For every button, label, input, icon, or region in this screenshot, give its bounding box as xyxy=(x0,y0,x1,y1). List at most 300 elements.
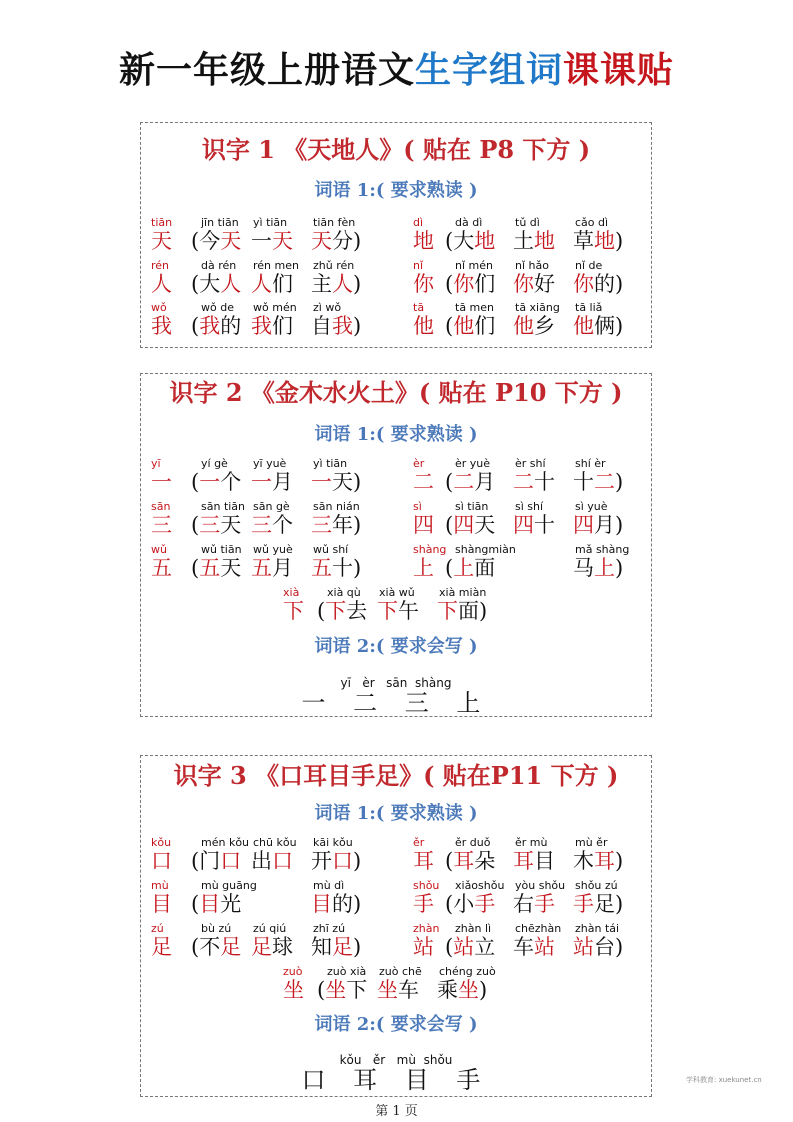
word xyxy=(311,891,361,917)
word-part: 出 xyxy=(251,849,272,873)
word-glyph: ) xyxy=(615,935,624,959)
word-pinyin: mǎ shàng xyxy=(575,543,630,556)
word-pinyin: ěr duǒ xyxy=(455,836,491,849)
word xyxy=(573,891,623,917)
word xyxy=(513,469,555,495)
word-part: 三 xyxy=(311,513,332,537)
word-pinyin: yī yuè xyxy=(253,457,287,470)
word-part: 月 xyxy=(272,470,293,494)
word-part xyxy=(445,272,474,296)
word-part: 下 xyxy=(437,599,458,623)
word-glyph: 足 xyxy=(332,935,353,959)
word-part: 十 xyxy=(534,513,555,537)
word-glyph: 今 xyxy=(199,229,221,253)
head-character: 手 xyxy=(413,892,434,916)
word-part xyxy=(445,935,474,959)
word xyxy=(513,271,555,297)
word-part xyxy=(317,978,346,1002)
word-part: 人 xyxy=(220,272,242,296)
word-part: 四 xyxy=(573,513,594,537)
word-part: 天 xyxy=(220,556,242,580)
section-heading: 识字 2 《金木水火土》( 贴在 P10 下方 ) xyxy=(169,378,623,407)
word-glyph: 天 xyxy=(332,470,353,494)
word-glyph: ( xyxy=(191,513,200,537)
word-pinyin: zuò chē xyxy=(379,965,422,978)
word-pinyin: xià qù xyxy=(327,586,361,599)
word-part: 们 xyxy=(272,272,293,296)
word-part: 立 xyxy=(474,935,496,959)
head-character: 四 xyxy=(413,513,434,537)
word-pinyin: sì shí xyxy=(515,500,544,513)
word-pinyin: sān tiān xyxy=(201,500,246,513)
title-part-2: 生字组词 xyxy=(414,49,563,91)
word-part xyxy=(458,599,487,623)
head-pinyin: kǒu xyxy=(151,836,172,849)
word-pinyin: sì tiān xyxy=(455,500,489,513)
head-pinyin: yī xyxy=(151,457,161,470)
word-pinyin: yí gè xyxy=(201,457,228,470)
head-character: 二 xyxy=(413,470,434,494)
word xyxy=(191,512,241,538)
word-pinyin: wǔ yuè xyxy=(253,543,293,556)
word-glyph: ) xyxy=(615,849,624,873)
word-part: 地 xyxy=(474,229,496,253)
word-part: 朵 xyxy=(474,849,496,873)
word xyxy=(191,313,241,339)
word-part: 一 xyxy=(311,470,332,494)
word-pinyin: kāi kǒu xyxy=(313,836,353,849)
word-glyph: 站 xyxy=(453,935,475,959)
word-pinyin: sān nián xyxy=(313,500,360,513)
word xyxy=(573,512,623,538)
word-glyph: ) xyxy=(353,229,362,253)
word-part: 们 xyxy=(272,314,293,338)
word-part xyxy=(191,935,220,959)
word-pinyin: zhǔ rén xyxy=(313,259,355,272)
word-glyph: 的 xyxy=(594,272,615,296)
head-character: 三 xyxy=(151,513,172,537)
word-glyph: ( xyxy=(445,272,454,296)
word-part xyxy=(594,513,623,537)
word xyxy=(437,598,487,624)
word-pinyin: cǎo dì xyxy=(575,216,609,229)
word-part: 天 xyxy=(474,513,496,537)
word-part: 乡 xyxy=(534,314,555,338)
word-glyph: 小 xyxy=(453,892,475,916)
word xyxy=(251,228,293,254)
word-pinyin: wǒ de xyxy=(201,301,234,314)
word xyxy=(573,934,623,960)
word-part: 右 xyxy=(513,892,534,916)
word-part: 天 xyxy=(272,229,293,253)
word xyxy=(445,313,495,339)
word-glyph: 五 xyxy=(199,556,221,580)
word xyxy=(311,555,361,581)
head-pinyin: shǒu xyxy=(413,879,440,892)
word xyxy=(513,313,555,339)
head-pinyin: wǒ xyxy=(151,301,167,314)
word-pinyin: tā xiāng xyxy=(515,301,560,314)
word xyxy=(437,977,487,1003)
word xyxy=(317,598,367,624)
word-pinyin: rén men xyxy=(253,259,299,272)
word-glyph: 他 xyxy=(453,314,475,338)
word-part xyxy=(191,556,220,580)
word-pinyin: zuò xià xyxy=(327,965,367,978)
word-pinyin: èr shí xyxy=(515,457,546,470)
word xyxy=(311,469,361,495)
word-part: 的 xyxy=(220,314,242,338)
word-glyph: ( xyxy=(445,229,454,253)
word xyxy=(445,934,495,960)
head-pinyin: nǐ xyxy=(413,259,424,272)
word-glyph: ( xyxy=(191,556,200,580)
word-part: 乘 xyxy=(437,978,458,1002)
word xyxy=(573,313,623,339)
head-character: 地 xyxy=(413,229,434,253)
word-part xyxy=(445,556,474,580)
word-part: 十 xyxy=(573,470,594,494)
word-part: 去 xyxy=(346,599,368,623)
word-part xyxy=(332,935,361,959)
word xyxy=(513,934,555,960)
word-part: 车 xyxy=(398,978,419,1002)
word-glyph: 目 xyxy=(199,892,221,916)
head-character: 他 xyxy=(413,314,434,338)
word xyxy=(513,512,555,538)
word-part xyxy=(332,513,361,537)
word-pinyin: tā men xyxy=(455,301,495,314)
word-glyph: 上 xyxy=(594,556,615,580)
head-pinyin: zú xyxy=(151,922,164,935)
word-glyph: ) xyxy=(615,892,624,916)
word-part xyxy=(332,272,361,296)
word-part xyxy=(191,470,220,494)
word xyxy=(311,228,361,254)
word-part xyxy=(317,599,346,623)
word-part xyxy=(332,556,361,580)
word-glyph: ( xyxy=(191,935,200,959)
word-part: 午 xyxy=(398,599,419,623)
word-pinyin: nǐ de xyxy=(575,259,603,272)
head-pinyin: rén xyxy=(151,259,170,272)
head-pinyin: wǔ xyxy=(151,543,167,556)
word-pinyin: chēzhàn xyxy=(515,922,562,935)
page-title xyxy=(0,42,793,98)
word-part: 月 xyxy=(474,470,496,494)
word-part xyxy=(445,849,474,873)
word-part xyxy=(594,849,623,873)
word-part: 足 xyxy=(220,935,242,959)
word-pinyin: bù zú xyxy=(201,922,232,935)
word-glyph: ( xyxy=(191,229,200,253)
word-part: 天 xyxy=(311,229,332,253)
word-glyph: 不 xyxy=(199,935,221,959)
word-pinyin: tiān fèn xyxy=(313,216,356,229)
head-pinyin: shàng xyxy=(413,543,447,556)
word-glyph: ( xyxy=(191,470,200,494)
word-pinyin: zì wǒ xyxy=(313,301,342,314)
word xyxy=(513,228,555,254)
word-pinyin: xiǎoshǒu xyxy=(455,879,505,892)
word-part: 开 xyxy=(311,849,332,873)
watermark: 学科教育: xuekunet.cn xyxy=(686,1076,762,1084)
word-pinyin: èr yuè xyxy=(455,457,491,470)
word-part xyxy=(594,892,623,916)
word-glyph: ) xyxy=(615,314,624,338)
word-glyph: 我 xyxy=(199,314,221,338)
word xyxy=(251,313,293,339)
word-glyph: ( xyxy=(191,314,200,338)
word-part: 他 xyxy=(573,314,594,338)
word-part: 目 xyxy=(311,892,332,916)
word-pinyin: shàngmiàn xyxy=(455,543,516,556)
word-pinyin: yì tiān xyxy=(313,457,348,470)
section-heading: 识字 1 《天地人》( 贴在 P8 下方 ) xyxy=(201,135,591,164)
head-character: 一 xyxy=(151,470,172,494)
word-part xyxy=(445,314,474,338)
word-pinyin: yì tiān xyxy=(253,216,288,229)
word xyxy=(251,555,293,581)
word xyxy=(251,469,293,495)
word-part: 地 xyxy=(534,229,555,253)
word-glyph: ) xyxy=(479,978,488,1002)
word-glyph: ) xyxy=(615,272,624,296)
word-part: 足 xyxy=(251,935,272,959)
head-pinyin: dì xyxy=(413,216,424,229)
word xyxy=(311,313,361,339)
word-part xyxy=(191,272,220,296)
word-glyph: ) xyxy=(353,556,362,580)
word-part xyxy=(594,314,623,338)
word-pinyin: mù dì xyxy=(313,879,345,892)
section-2-card xyxy=(140,373,652,717)
word-part: 一 xyxy=(251,470,272,494)
word-glyph: ( xyxy=(445,849,454,873)
word-glyph: 的 xyxy=(332,892,353,916)
head-character: 你 xyxy=(413,272,434,296)
section-subheading: 词语 1:( 要求熟读 ) xyxy=(314,803,478,824)
word xyxy=(191,271,241,297)
word-part xyxy=(332,470,361,494)
word-glyph: ( xyxy=(191,272,200,296)
section-subheading: 词语 1:( 要求熟读 ) xyxy=(314,424,478,445)
word xyxy=(191,469,241,495)
word-glyph: 十 xyxy=(332,556,353,580)
head-character: 上 xyxy=(413,556,434,580)
head-character: 站 xyxy=(413,935,434,959)
word-part: 二 xyxy=(513,470,534,494)
word-part: 知 xyxy=(311,935,332,959)
head-character: 五 xyxy=(151,556,172,580)
word-glyph: ( xyxy=(445,470,454,494)
word-glyph: 足 xyxy=(594,892,615,916)
word-part xyxy=(191,513,220,537)
section-subheading-write: 词语 2:( 要求会写 ) xyxy=(314,636,478,657)
word-part xyxy=(458,978,487,1002)
write-characters: 一 二 三 上 xyxy=(301,689,491,717)
word-glyph: 二 xyxy=(453,470,475,494)
word-part: 们 xyxy=(474,314,496,338)
word-part: 土 xyxy=(513,229,534,253)
word-glyph: ) xyxy=(615,229,624,253)
word-part: 五 xyxy=(251,556,272,580)
word-glyph: ( xyxy=(191,892,200,916)
head-character: 口 xyxy=(151,849,172,873)
word-part: 面 xyxy=(474,556,496,580)
word xyxy=(573,469,623,495)
word-part: 月 xyxy=(272,556,293,580)
word-pinyin: nǐ hǎo xyxy=(515,259,549,272)
title-part-3: 课课贴 xyxy=(563,49,675,91)
word-glyph: ) xyxy=(615,513,624,537)
word-pinyin: sì yuè xyxy=(575,500,608,513)
word-glyph: 耳 xyxy=(594,849,615,873)
word-glyph: 你 xyxy=(453,272,475,296)
word-glyph: 地 xyxy=(594,229,615,253)
word-part xyxy=(594,272,623,296)
word-pinyin: sān gè xyxy=(253,500,290,513)
word-part: 坐 xyxy=(377,978,398,1002)
word-glyph: ) xyxy=(479,599,488,623)
word-glyph: 上 xyxy=(453,556,475,580)
word xyxy=(191,891,241,917)
word xyxy=(573,271,623,297)
word-glyph: ) xyxy=(353,513,362,537)
word-glyph: 口 xyxy=(332,849,353,873)
word xyxy=(445,848,495,874)
word-glyph: ( xyxy=(317,599,326,623)
word-part: 五 xyxy=(311,556,332,580)
word-part xyxy=(191,892,220,916)
word-pinyin: ěr mù xyxy=(515,836,548,849)
word-part xyxy=(332,229,361,253)
word-glyph: ) xyxy=(353,470,362,494)
head-character: 目 xyxy=(151,892,172,916)
word xyxy=(317,977,367,1003)
head-pinyin: èr xyxy=(413,457,425,470)
word-glyph: ( xyxy=(445,556,454,580)
word-part: 天 xyxy=(220,513,242,537)
word-pinyin: zhàn lì xyxy=(455,922,492,935)
word-part: 手 xyxy=(474,892,496,916)
word xyxy=(191,848,241,874)
word-glyph: ( xyxy=(445,892,454,916)
head-pinyin: tiān xyxy=(151,216,173,229)
word-part: 口 xyxy=(220,849,242,873)
word-pinyin: nǐ mén xyxy=(455,259,493,272)
word xyxy=(445,891,495,917)
word-pinyin: yòu shǒu xyxy=(515,879,566,892)
head-character: 足 xyxy=(151,935,172,959)
word-part: 一 xyxy=(251,229,272,253)
word xyxy=(377,598,419,624)
word-glyph: 坐 xyxy=(325,978,347,1002)
word-pinyin: mù guāng xyxy=(201,879,257,892)
word-part xyxy=(191,229,220,253)
word-part: 人 xyxy=(251,272,272,296)
word-part xyxy=(191,849,220,873)
word-glyph: 俩 xyxy=(594,314,615,338)
title-part-1: 新一年级上册语文 xyxy=(118,49,415,91)
word-part: 木 xyxy=(573,849,594,873)
word xyxy=(573,555,623,581)
word-part: 十 xyxy=(534,470,555,494)
word-part: 四 xyxy=(513,513,534,537)
word-pinyin: zhī zú xyxy=(313,922,346,935)
word-part: 草 xyxy=(573,229,594,253)
head-character: 下 xyxy=(283,599,304,623)
word-glyph: ( xyxy=(445,513,454,537)
word-pinyin: wǔ shí xyxy=(313,543,349,556)
word-part xyxy=(332,849,361,873)
word-pinyin: mén kǒu xyxy=(201,836,250,849)
write-characters: 口 耳 目 手 xyxy=(301,1066,491,1094)
word-glyph: 四 xyxy=(453,513,475,537)
word-part: 个 xyxy=(272,513,293,537)
word xyxy=(445,469,495,495)
word xyxy=(251,271,293,297)
word-glyph: 面 xyxy=(458,599,479,623)
word-glyph: 耳 xyxy=(453,849,475,873)
section-subheading-write: 词语 2:( 要求会写 ) xyxy=(314,1014,478,1035)
word-part: 三 xyxy=(251,513,272,537)
word-part: 下 xyxy=(377,599,398,623)
head-pinyin: mù xyxy=(151,879,169,892)
word xyxy=(573,848,623,874)
word-pinyin: jīn tiān xyxy=(201,216,239,229)
word-pinyin: chū kǒu xyxy=(253,836,297,849)
word-pinyin: xià wǔ xyxy=(379,586,415,599)
word-pinyin: xià miàn xyxy=(439,586,487,599)
word-part: 车 xyxy=(513,935,534,959)
word-pinyin: tǔ dì xyxy=(515,216,540,229)
word-part xyxy=(594,470,623,494)
word-part: 耳 xyxy=(513,849,534,873)
word-part: 目 xyxy=(534,849,555,873)
word-glyph: ) xyxy=(615,556,624,580)
word-part xyxy=(594,935,623,959)
word xyxy=(191,555,241,581)
word-part xyxy=(445,229,474,253)
word-pinyin: zú qiú xyxy=(253,922,287,935)
word-glyph: 门 xyxy=(199,849,221,873)
word xyxy=(311,934,361,960)
word-part xyxy=(332,892,361,916)
word-glyph: ) xyxy=(353,935,362,959)
word xyxy=(445,555,495,581)
word-pinyin: wǒ mén xyxy=(253,301,297,314)
word xyxy=(445,512,495,538)
head-character: 我 xyxy=(151,314,172,338)
word-part: 们 xyxy=(474,272,496,296)
word-part xyxy=(445,470,474,494)
word-pinyin: shí èr xyxy=(575,457,606,470)
word-glyph: 月 xyxy=(594,513,615,537)
word-part xyxy=(332,314,361,338)
word-glyph: ) xyxy=(353,314,362,338)
head-pinyin: zuò xyxy=(283,965,303,978)
head-pinyin: xià xyxy=(283,586,300,599)
word xyxy=(191,934,241,960)
write-pinyin: yī èr sān shàng xyxy=(340,676,452,690)
word-pinyin: mù ěr xyxy=(575,836,608,849)
word-pinyin: tā liǎ xyxy=(575,301,603,314)
word-glyph: ) xyxy=(353,892,362,916)
section-subheading: 词语 1:( 要求熟读 ) xyxy=(314,180,478,201)
word xyxy=(311,848,361,874)
word-part: 你 xyxy=(573,272,594,296)
